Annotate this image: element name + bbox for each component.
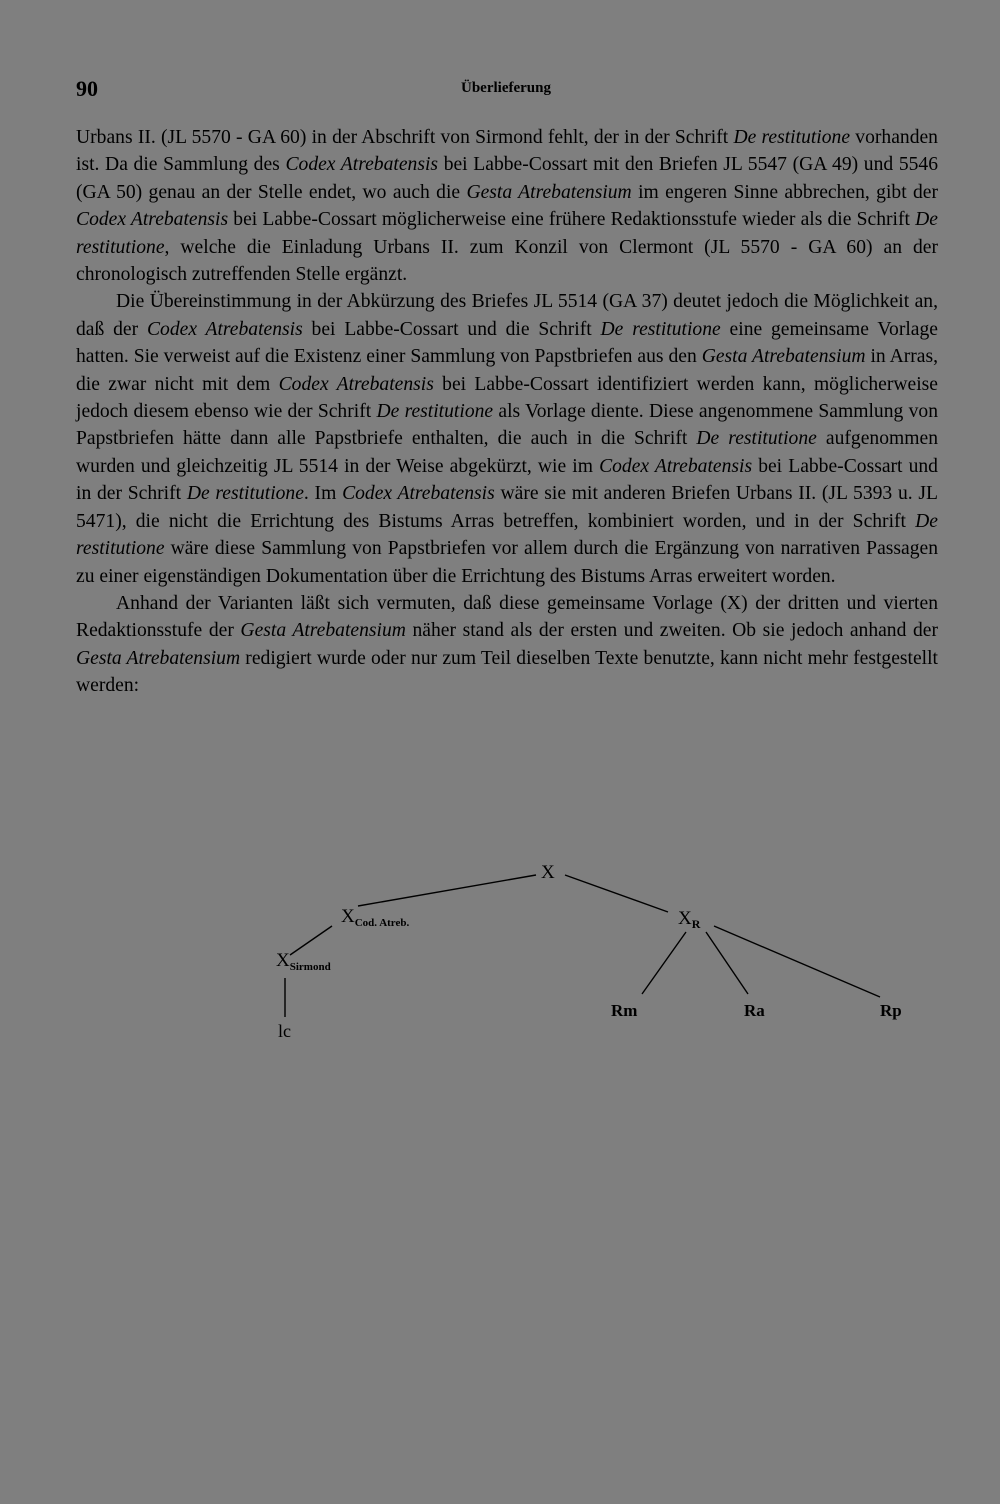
node-x-sirmond: $X_{Sirmond}$ — [276, 950, 331, 973]
text-run: , welche die Einladung Urbans II. zum Konzil von Clermont (JL 5570 - GA 60) an der chronologisch zutreffenden Stelle ergänzt. — [76, 236, 938, 286]
page-number: 90 — [76, 76, 98, 101]
italic-title: Codex Atrebatensis — [278, 373, 434, 395]
italic-title: Codex Atrebatensis — [342, 483, 495, 505]
edge-xr-to-rp — [714, 926, 880, 997]
italic-title: Codex Atrebatensis — [599, 455, 753, 477]
italic-title: De restitutione — [696, 428, 817, 450]
running-head: Überlieferung — [461, 80, 551, 96]
text-run: eine gemeinsame Vorlage hatten. Sie verweist auf die Existenz einer Sammlung von Papstbriefen aus den — [76, 318, 938, 368]
edge-xr-to-ra — [706, 932, 748, 994]
text-run: Anhand der Varianten läßt sich vermuten, daß diese gemeinsame Vorlage (X) der dritten und vierten Redaktionsstufe der — [76, 592, 938, 642]
edge-x-to-xr — [565, 875, 668, 912]
italic-title: De restitutione — [733, 127, 851, 148]
text-run: . Im — [303, 483, 343, 505]
edge-xr-to-rm — [642, 932, 686, 994]
text-run: wäre diese Sammlung von Papstbriefen vor allem durch die Ergänzung von narrativen Passagen zu einer eigenständigen Dokumentation über die Errichtung des Bistums Arras erweitert worden. — [76, 538, 938, 587]
text-run: bei Labbe-Cossart möglicherweise eine frühere Redaktionsstufe wieder als die Schrift — [228, 209, 916, 231]
italic-title: Gesta Atrebatensium — [240, 620, 406, 642]
italic-title: De restitutione — [76, 510, 938, 560]
text-run: vorhanden ist. Da die Sammlung des — [76, 127, 938, 176]
italic-title: De restitutione — [376, 401, 494, 423]
node-rm: Rm — [611, 1001, 638, 1020]
italic-title: Codex Atrebatensis — [146, 318, 303, 340]
text-run: bei Labbe-Cossart identifiziert werden kann, möglicherweise jedoch diesem ebenso wie der Schrift — [76, 373, 938, 423]
paragraph — [76, 590, 938, 700]
italic-title: Codex Atrebatensis — [285, 154, 439, 176]
paragraph — [76, 124, 938, 288]
edge-xcod-to-xsirmond — [290, 926, 332, 955]
node-lc: lc — [278, 1021, 291, 1041]
italic-title: De restitutione — [76, 209, 938, 258]
text-run: bei Labbe-Cossart mit den Briefen JL 5547 (GA 49) und 5546 (GA 50) genau an der Stelle endet, wo auch die — [76, 154, 939, 203]
text-run: bei Labbe-Cossart und die Schrift — [302, 318, 601, 340]
node-ra: Ra — [744, 1001, 765, 1020]
node-rp: Rp — [880, 1001, 902, 1020]
node-x-cod-atreb: $X_{Cod. Atreb.}$ — [341, 906, 410, 929]
text-run: näher stand als der ersten und zweiten. Ob sie jedoch anhand der — [405, 620, 938, 642]
italic-title: Codex Atrebatensis — [76, 209, 229, 231]
page-header — [76, 76, 936, 104]
text-run: bei Labbe-Cossart und in der Schrift — [76, 455, 938, 505]
text-run: im engeren Sinne abbrechen, gibt der — [631, 181, 939, 203]
italic-title: Gesta Atrebatensium — [76, 647, 241, 669]
italic-title: De restitutione — [186, 483, 304, 505]
italic-title: Gesta Atrebatensium — [466, 181, 632, 203]
node-x: X — [541, 862, 555, 883]
paragraph — [76, 288, 938, 589]
node-x-r: $X_R$ — [678, 908, 701, 931]
body-text — [76, 124, 938, 700]
edge-x-to-xcod — [358, 875, 536, 906]
italic-title: Gesta Atrebatensium — [701, 346, 866, 368]
text-run: Urbans II. (JL 5570 - GA 60) in der Abschrift von Sirmond fehlt, der in der Schrift — [76, 127, 734, 148]
italic-title: De restitutione — [600, 318, 721, 340]
text-run: in Arras, die zwar nicht mit dem — [76, 346, 939, 395]
text-run: wäre sie mit anderen Briefen Urbans II. (JL 5393 u. JL 5471), die nicht die Errichtung des Bistums Arras betreffen, kombiniert worden, und in der Schrift — [76, 483, 938, 532]
text-run: als Vorlage diente. Diese angenommene Sammlung von Papstbriefen hätte dann alle Papstbriefe enthalten, die auch in die Schrift — [76, 401, 938, 450]
text-run: Die Übereinstimmung in der Abkürzung des Briefes JL 5514 (GA 37) deutet jedoch die Möglichkeit an, daß der — [76, 291, 938, 340]
text-run: aufgenommen wurden und gleichzeitig JL 5514 in der Weise abgekürzt, wie im — [76, 428, 938, 477]
text-run: redigiert wurde oder nur zum Teil dieselben Texte benutzte, kann nicht mehr festgestellt werden: — [76, 647, 938, 697]
